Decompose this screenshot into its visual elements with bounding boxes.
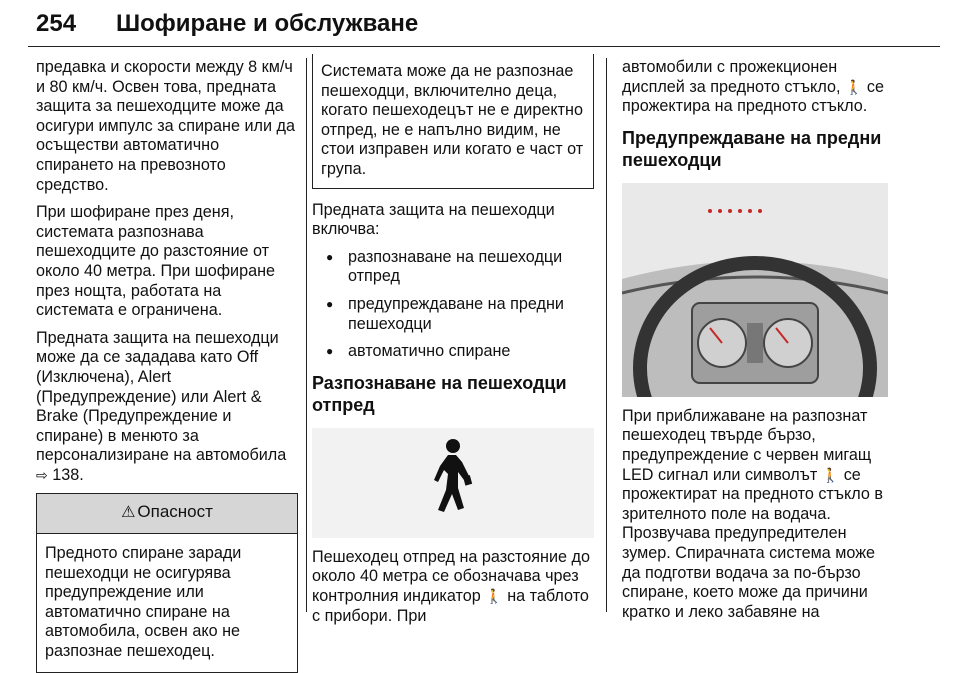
section-heading: Предупреждаване на предни пешеходци [622, 127, 882, 170]
list-item: ● предупреждаване на предни пешеходци [312, 295, 594, 334]
page-number: 254 [36, 10, 77, 37]
page-title: Шофиране и обслужване [116, 10, 419, 37]
pedestrian-indicator-icon: 🚶 [485, 587, 503, 604]
warning-text: Предното спиране заради пешеходци не осигурява предупреждение или автоматично спиране на автомобила, освен ако не разпознае пешеходец. [45, 544, 242, 661]
pedestrian-icon [312, 428, 594, 538]
paragraph: предавка и скорости между 8 км/ч и 80 км/ч. Освен това, предната защита за пешеходците може да осигури импулс за спиране или да осъществи автоматично спирането на превозното средство. [36, 58, 295, 194]
paragraph: Предната защита на пешеходци включва: [312, 200, 555, 239]
warning-header [37, 494, 297, 534]
paragraph: Пешеходец отпред на разстояние до около 40 метра се обозначава чрез контролния индикатор 🚶 на таблото с прибори. При [312, 547, 590, 625]
page-ref-icon: ⇨ [36, 466, 48, 483]
page-header [28, 4, 940, 47]
warning-box [36, 493, 298, 672]
pedestrian-indicator-icon: 🚶 [821, 466, 840, 483]
warning-box-continuation [312, 54, 594, 189]
column-3 [622, 58, 888, 630]
feature-list [312, 248, 594, 362]
page-ref[interactable]: 138. [52, 465, 84, 484]
section-heading: Разпознаване на пешеходци отпред [312, 372, 567, 415]
pedestrian-indicator-figure [312, 428, 594, 538]
paragraph: При шофиране през деня, системата разпознава пешеходците до разстояние от около 40 метра. При шофиране през нощта, работата на системата е ограничена. [36, 203, 276, 320]
column-2 [312, 58, 594, 634]
dashboard-illustration [622, 183, 888, 397]
list-item: ● разпознаване на пешеходци отпред [312, 248, 594, 287]
column-divider [306, 58, 307, 612]
paragraph: автомобили с прожекционен дисплей за предното стъкло, 🚶 се прожектира на предното стъкло. [622, 58, 884, 116]
pedestrian-indicator-icon: 🚶 [844, 78, 863, 95]
warning-text-continued: Системата може да не разпознае пешеходци, включително деца, когато пешеходецът не е директно отпред, не е напълно видим, не стои изправен или когато е част от група. [321, 62, 584, 178]
paragraph: Предната защита на пешеходци може да се зададава като Off (Изключена), Alert (Предупреждение) или Alert & Brake (Предупреждение и спиране) в менюто за персонализиране на автомобила ⇨ 138. [36, 328, 287, 484]
warning-triangle-icon: ⚠ [121, 504, 136, 522]
paragraph: При приближаване на разпознат пешеходец твърде бързо, предупреждение с червен мигащ LED сигнал или символът 🚶 се прожектират на предното стъкло в зрителното поле на водача. Прозвучава предупредителен зумер. Спирачната система може да подготви водача за по-бързо спиране, което може да причини кратко и леко забавяне на [622, 406, 883, 621]
column-1 [36, 58, 298, 673]
warning-title: Опасност [137, 502, 213, 522]
dashboard-figure [622, 183, 888, 397]
column-divider [606, 58, 607, 612]
list-item: ● автоматично спиране [312, 342, 594, 362]
